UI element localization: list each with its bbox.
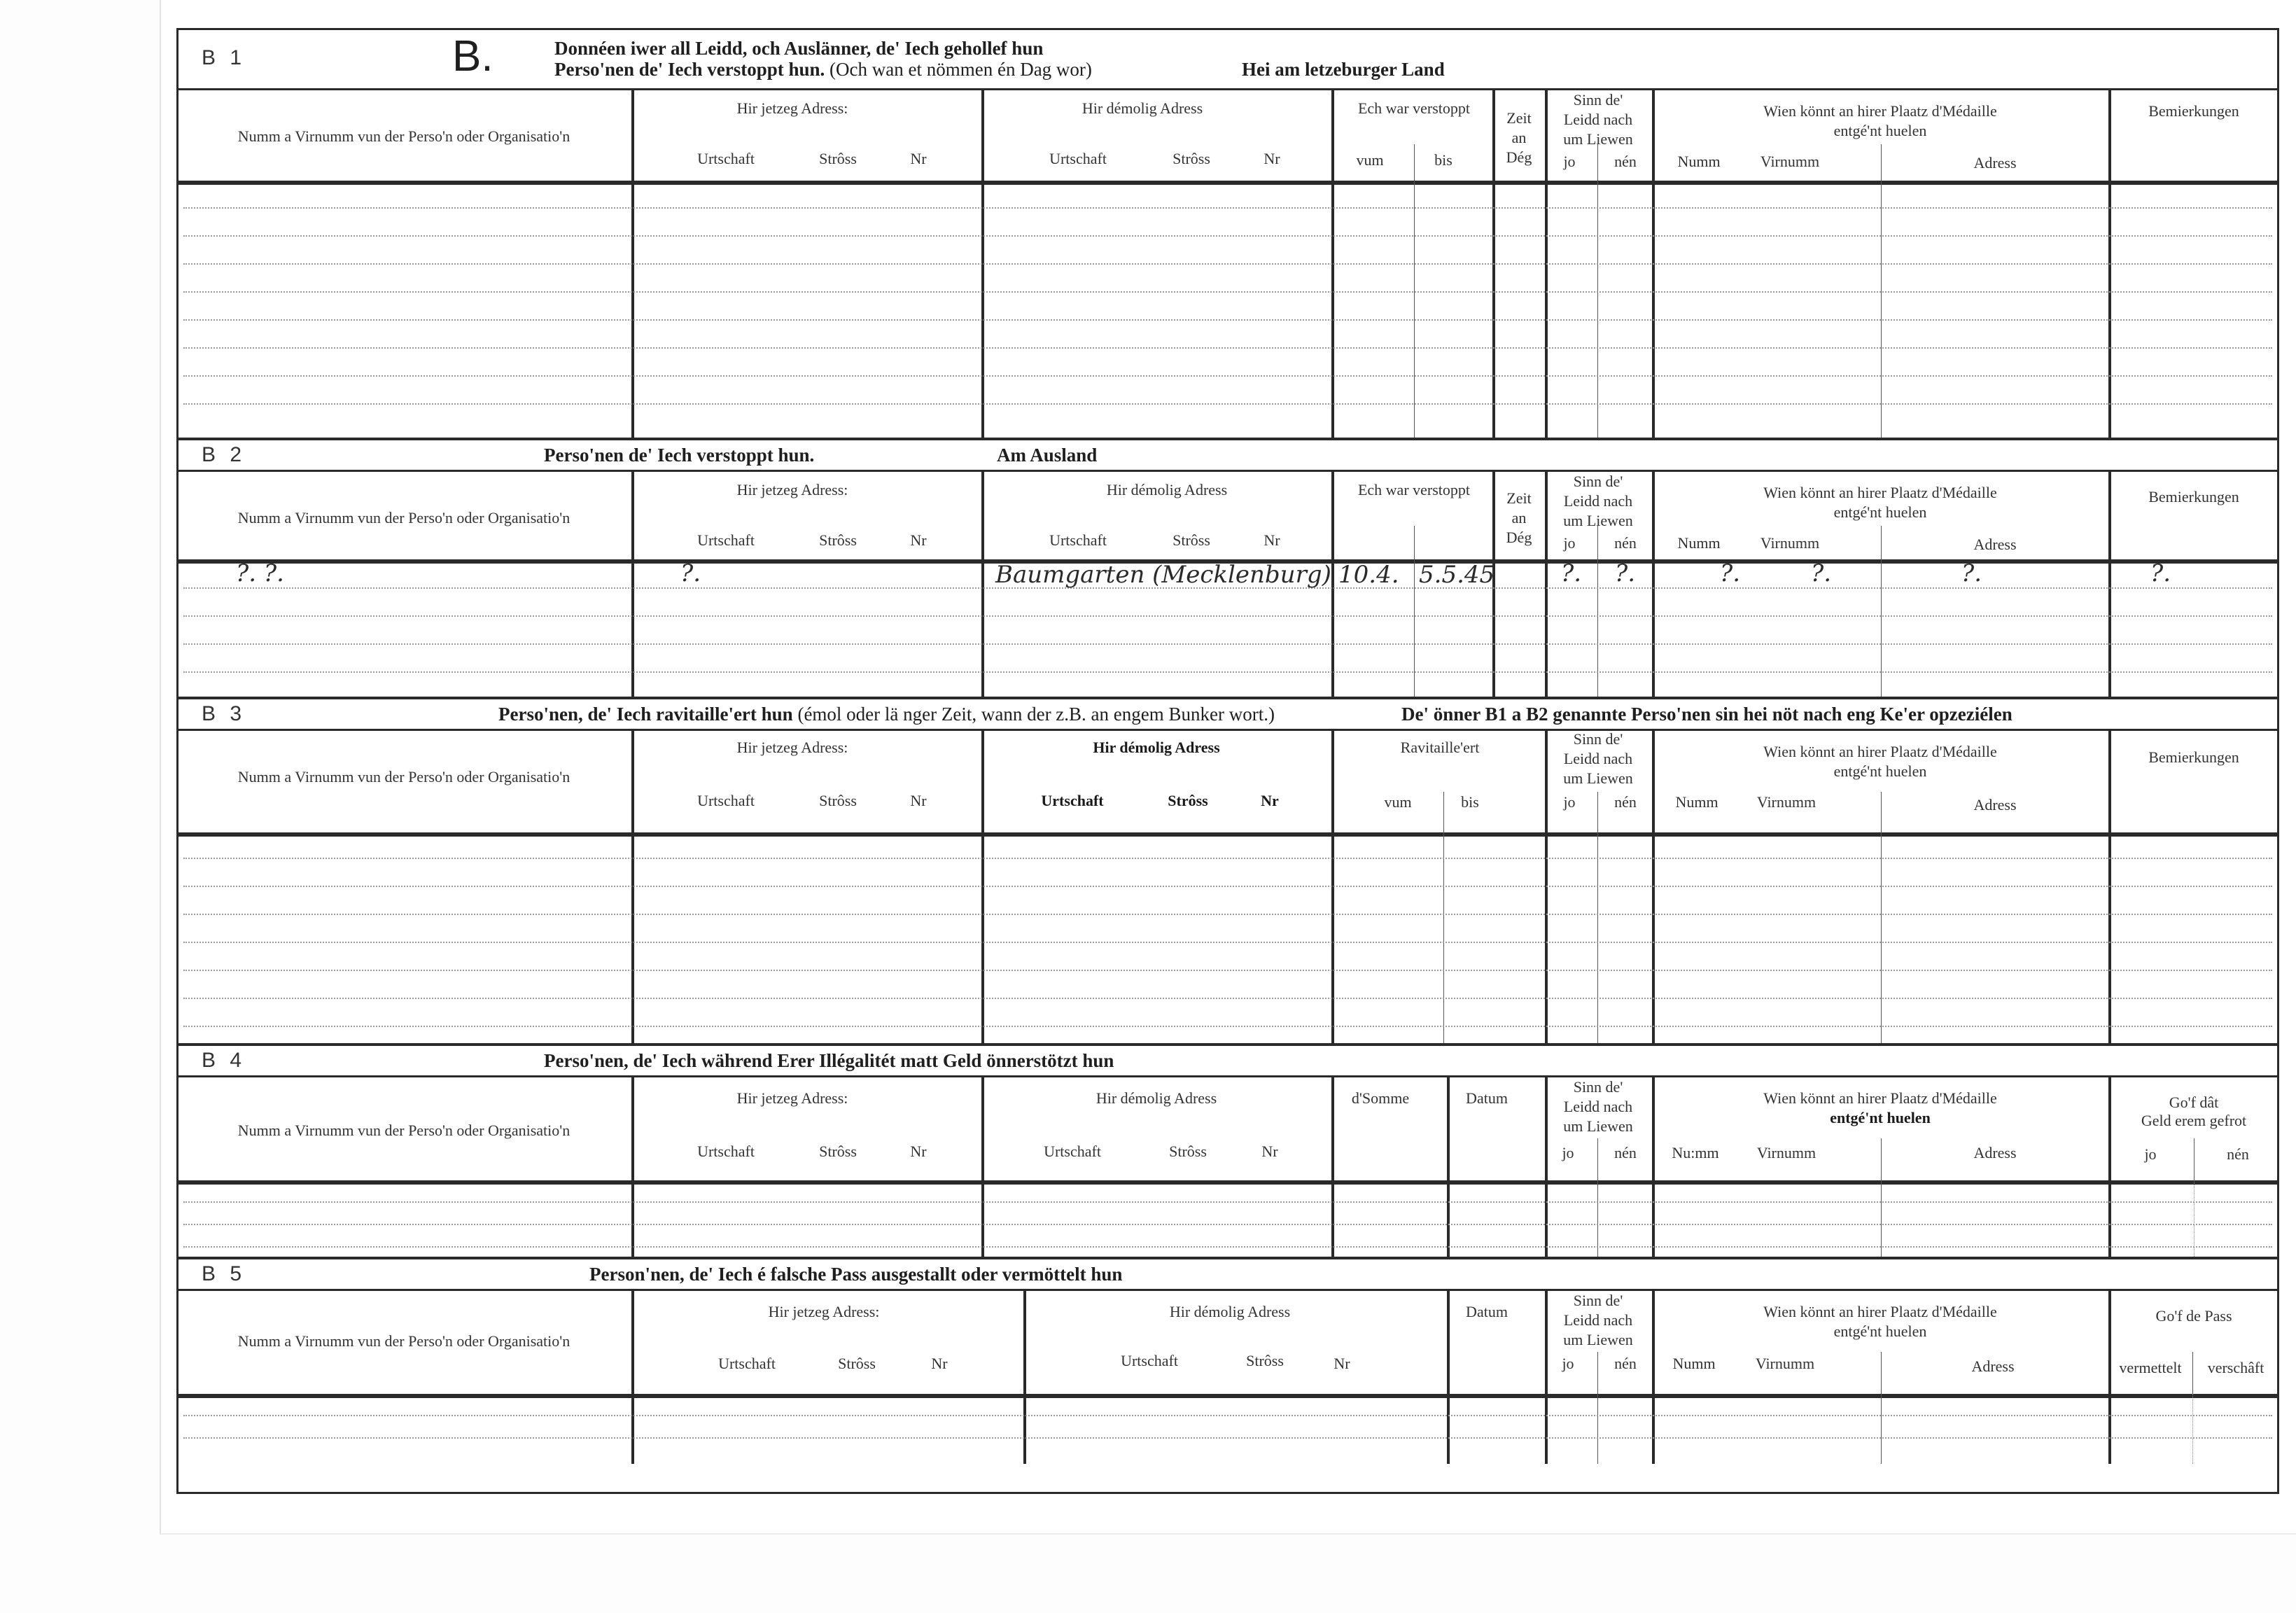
stross-header: Strôss bbox=[819, 531, 857, 549]
section-b5-header bbox=[176, 1259, 2279, 1291]
sub-divider bbox=[1881, 792, 1882, 832]
medal-firstname-header: Virnumm bbox=[1756, 793, 1816, 811]
section-b4-header bbox=[176, 1046, 2279, 1077]
yes-header: jo bbox=[2144, 1145, 2157, 1163]
entry-line bbox=[183, 942, 2272, 943]
days-header-1: Zeit bbox=[1506, 109, 1532, 127]
col-divider bbox=[631, 181, 634, 438]
col-divider bbox=[2108, 729, 2111, 832]
days-header-3: Dég bbox=[1506, 148, 1532, 166]
col-divider bbox=[981, 559, 984, 699]
no-header: nén bbox=[1614, 153, 1637, 170]
entry-line bbox=[183, 643, 2272, 645]
col-divider bbox=[1331, 1075, 1334, 1180]
urtschaft-header: Urtschaft bbox=[697, 792, 755, 809]
stross-header: Strôss bbox=[838, 1355, 876, 1372]
days-header-2: an bbox=[1511, 129, 1527, 146]
alive-header-1: Sinn de' bbox=[1573, 1292, 1623, 1309]
yes-header: jo bbox=[1563, 793, 1576, 811]
col-divider bbox=[2108, 1289, 2111, 1394]
intro-line-1: Donnéen iwer all Leidd, och Auslänner, de' Iech gehollef hun bbox=[554, 38, 1044, 59]
col-divider bbox=[981, 832, 984, 1046]
medal-header-1: Wien könnt an hirer Plaatz d'Médaille bbox=[1763, 1303, 1997, 1320]
nr-header: Nr bbox=[1261, 792, 1279, 809]
section-b2-header bbox=[176, 440, 2279, 472]
col-divider bbox=[1447, 1180, 1450, 1259]
days-header-2: an bbox=[1511, 509, 1527, 526]
money-back-header-1: Go'f dât bbox=[2169, 1094, 2219, 1111]
urtschaft-header: Urtschaft bbox=[1041, 792, 1104, 809]
entry-line bbox=[183, 1246, 2272, 1248]
entry-line bbox=[183, 1437, 2272, 1439]
col-divider bbox=[1545, 181, 1548, 438]
alive-header-2: Leidd nach bbox=[1563, 492, 1633, 510]
nr-header: Nr bbox=[1334, 1355, 1350, 1372]
medal-address-header: Adress bbox=[1973, 1144, 2017, 1161]
col-divider bbox=[631, 1075, 634, 1180]
sub-divider bbox=[1881, 144, 1882, 181]
hidden-header: Ech war verstoppt bbox=[1357, 99, 1471, 117]
current-address-header: Hir jetzeg Adress: bbox=[736, 739, 848, 756]
col-divider bbox=[1545, 1180, 1548, 1259]
urtschaft-header: Urtschaft bbox=[1049, 150, 1107, 167]
section-b4 bbox=[176, 1043, 2279, 1259]
sub-divider bbox=[1443, 832, 1444, 1046]
sub-divider bbox=[1443, 792, 1444, 832]
col-divider bbox=[1492, 181, 1495, 438]
medal-firstname-header: Virnumm bbox=[1755, 1355, 1815, 1372]
medal-header-1: Wien könnt an hirer Plaatz d'Médaille bbox=[1763, 743, 1997, 760]
handwritten-hidden-from: 10.4. bbox=[1338, 561, 1399, 589]
section-b3-header bbox=[176, 699, 2279, 731]
sub-divider bbox=[1881, 832, 1882, 1046]
medal-firstname-header: Virnumm bbox=[1760, 153, 1820, 170]
handwritten-name-marks: ?. ?. bbox=[236, 559, 284, 587]
entry-line bbox=[183, 291, 2272, 293]
stross-header: Strôss bbox=[819, 792, 857, 809]
sub-divider bbox=[2192, 1394, 2193, 1464]
current-address-header: Hir jetzeg Adress: bbox=[736, 99, 848, 117]
medal-name-header: Numm bbox=[1677, 534, 1721, 552]
col-divider bbox=[1652, 1180, 1655, 1259]
stross-header: Strôss bbox=[1172, 150, 1210, 167]
col-divider bbox=[981, 729, 984, 832]
col-divider bbox=[631, 470, 634, 559]
col-divider bbox=[631, 729, 634, 832]
ravit-header: Ravitaille'ert bbox=[1400, 739, 1480, 756]
yes-header: jo bbox=[1562, 1355, 1574, 1372]
form-letter: B. bbox=[452, 32, 493, 81]
section-title-2: Am Ausland bbox=[997, 445, 1098, 466]
entry-line bbox=[183, 858, 2272, 859]
col-divider bbox=[1545, 88, 1548, 181]
urtschaft-header: Urtschaft bbox=[1049, 531, 1107, 549]
to-header: bis bbox=[1461, 793, 1479, 811]
entry-line bbox=[183, 914, 2272, 915]
medal-name-header: Numm bbox=[1677, 153, 1721, 170]
section-b5-entry-rows bbox=[176, 1394, 2279, 1464]
section-b3-column-headers bbox=[176, 729, 2279, 837]
handwritten-medal-address: ?. bbox=[1961, 559, 1982, 587]
alive-header-1: Sinn de' bbox=[1573, 91, 1623, 109]
col-divider bbox=[2108, 1394, 2111, 1464]
questionnaire-form bbox=[176, 28, 2283, 1498]
entry-line bbox=[183, 671, 2272, 673]
col-divider bbox=[1545, 1394, 1548, 1464]
entry-line bbox=[183, 375, 2272, 377]
name-column-header: Numm a Virnumm vun der Perso'n oder Organisatio'n bbox=[237, 1122, 570, 1139]
section-b4-entry-rows bbox=[176, 1180, 2279, 1259]
handwritten-medal-firstname: ?. bbox=[1811, 559, 1832, 587]
urtschaft-header: Urtschaft bbox=[1121, 1352, 1178, 1369]
section-b2-column-headers bbox=[176, 470, 2279, 564]
alive-header-3: um Liewen bbox=[1563, 769, 1633, 787]
section-title: Perso'nen de' Iech verstoppt hun. bbox=[544, 445, 815, 466]
section-id: B 1 bbox=[202, 46, 246, 69]
stross-header: Strôss bbox=[819, 150, 857, 167]
no-header: nén bbox=[1614, 534, 1637, 552]
col-divider bbox=[1652, 1075, 1655, 1180]
handwritten-alive-yes: ?. bbox=[1561, 559, 1582, 587]
nr-header: Nr bbox=[931, 1355, 948, 1372]
nr-header: Nr bbox=[1264, 150, 1280, 167]
col-divider bbox=[1545, 1075, 1548, 1180]
sum-header: d'Somme bbox=[1351, 1089, 1410, 1107]
section-id: B 2 bbox=[202, 443, 246, 466]
sub-divider bbox=[1414, 181, 1415, 438]
section-b5 bbox=[176, 1257, 2279, 1497]
alive-header-1: Sinn de' bbox=[1573, 473, 1623, 490]
alive-header-2: Leidd nach bbox=[1563, 111, 1633, 128]
col-divider bbox=[981, 1180, 984, 1259]
col-divider bbox=[1331, 88, 1334, 181]
from-header: vum bbox=[1384, 793, 1412, 811]
section-id: B 3 bbox=[202, 702, 246, 725]
col-divider bbox=[981, 181, 984, 438]
stross-header: Strôss bbox=[1169, 1143, 1207, 1160]
alive-header-1: Sinn de' bbox=[1573, 730, 1623, 748]
medal-header-2: entgé'nt huelen bbox=[1833, 122, 1927, 139]
urtschaft-header: Urtschaft bbox=[697, 531, 755, 549]
section-title: Perso'nen, de' Iech ravitaille'ert hun (émol oder lä nger Zeit, wann der z.B. an engem Bunker wort.) bbox=[498, 704, 1275, 725]
former-address-header: Hir démolig Adress bbox=[1093, 739, 1220, 756]
col-divider bbox=[631, 88, 634, 181]
col-divider bbox=[1447, 1289, 1450, 1394]
remarks-header: Bemierkungen bbox=[2148, 488, 2239, 505]
remarks-header: Bemierkungen bbox=[2148, 748, 2239, 766]
medal-header-2: entgé'nt huelen bbox=[1830, 1109, 1931, 1126]
nr-header: Nr bbox=[910, 150, 927, 167]
urtschaft-header: Urtschaft bbox=[697, 150, 755, 167]
nr-header: Nr bbox=[1264, 531, 1280, 549]
stross-header: Strôss bbox=[1168, 792, 1208, 809]
section-b2-entry-rows bbox=[176, 559, 2279, 699]
entry-line bbox=[183, 347, 2272, 349]
handwritten-medal-name: ?. bbox=[1720, 559, 1741, 587]
sub-divider bbox=[1414, 144, 1415, 181]
date-header: Datum bbox=[1466, 1303, 1508, 1320]
alive-header-3: um Liewen bbox=[1563, 1331, 1633, 1348]
sub-divider bbox=[1881, 1180, 1882, 1259]
section-title: Perso'nen, de' Iech während Erer Illégalitét matt Geld önnerstötzt hun bbox=[544, 1050, 1114, 1071]
col-divider bbox=[1492, 88, 1495, 181]
sub-divider bbox=[1881, 1352, 1882, 1394]
name-column-header: Numm a Virnumm vun der Perso'n oder Organisatio'n bbox=[237, 509, 570, 526]
entry-line bbox=[183, 235, 2272, 237]
former-address-header: Hir démolig Adress bbox=[1082, 99, 1203, 117]
alive-header-1: Sinn de' bbox=[1573, 1078, 1623, 1096]
entry-line bbox=[183, 403, 2272, 405]
col-divider bbox=[1652, 559, 1655, 699]
alive-header-2: Leidd nach bbox=[1563, 1311, 1633, 1329]
col-divider bbox=[1331, 832, 1334, 1046]
col-divider bbox=[1652, 470, 1655, 559]
section-b4-column-headers bbox=[176, 1075, 2279, 1185]
col-divider bbox=[1023, 1394, 1026, 1464]
medal-header-2: entgé'nt huelen bbox=[1833, 503, 1927, 521]
current-address-header: Hir jetzeg Adress: bbox=[768, 1303, 880, 1320]
sub-divider bbox=[1414, 526, 1415, 559]
col-divider bbox=[981, 88, 984, 181]
current-address-header: Hir jetzeg Adress: bbox=[736, 1089, 848, 1107]
yes-header: jo bbox=[1563, 153, 1576, 170]
remarks-header: Bemierkungen bbox=[2148, 102, 2239, 120]
medal-name-header: Numm bbox=[1675, 793, 1718, 811]
col-divider bbox=[1447, 1075, 1450, 1180]
date-header: Datum bbox=[1466, 1089, 1508, 1107]
section-id: B 4 bbox=[202, 1049, 246, 1072]
medal-header-1: Wien könnt an hirer Plaatz d'Médaille bbox=[1763, 1089, 1997, 1107]
hidden-header: Ech war verstoppt bbox=[1357, 481, 1471, 498]
col-divider bbox=[1331, 470, 1334, 559]
entry-line bbox=[183, 319, 2272, 321]
sub-divider bbox=[1597, 1394, 1598, 1464]
col-divider bbox=[1545, 559, 1548, 699]
col-divider bbox=[1652, 181, 1655, 438]
col-divider bbox=[2108, 470, 2111, 559]
col-divider bbox=[631, 1180, 634, 1259]
medal-firstname-header: Virnumm bbox=[1756, 1144, 1816, 1161]
medal-address-header: Adress bbox=[1973, 154, 2017, 172]
section-b1 bbox=[176, 28, 2279, 438]
section-b1-column-headers bbox=[176, 88, 2279, 185]
sub-divider bbox=[1881, 1394, 1882, 1464]
sub-divider bbox=[1597, 1180, 1598, 1259]
urtschaft-header: Urtschaft bbox=[697, 1143, 755, 1160]
medal-firstname-header: Virnumm bbox=[1760, 534, 1820, 552]
col-divider bbox=[2108, 181, 2111, 438]
from-header: vum bbox=[1356, 151, 1384, 169]
col-divider bbox=[1331, 729, 1334, 832]
col-divider bbox=[981, 1075, 984, 1180]
handwritten-alive-no: ?. bbox=[1615, 559, 1636, 587]
name-column-header: Numm a Virnumm vun der Perso'n oder Organisatio'n bbox=[237, 1332, 570, 1350]
entry-line bbox=[183, 1201, 2272, 1203]
nr-header: Nr bbox=[910, 531, 927, 549]
former-address-header: Hir démolig Adress bbox=[1169, 1303, 1291, 1320]
entry-line bbox=[183, 1415, 2272, 1416]
nr-header: Nr bbox=[1261, 1143, 1278, 1160]
intro-line-2: Perso'nen de' Iech verstoppt hun. (Och wan et nömmen én Dag wor) bbox=[554, 59, 1092, 80]
nr-header: Nr bbox=[910, 1143, 927, 1160]
handwritten-current-address: ?. bbox=[680, 559, 701, 587]
urtschaft-header: Urtschaft bbox=[718, 1355, 776, 1372]
section-title: Person'nen, de' Iech é falsche Pass ausgestallt oder vermöttelt hun bbox=[589, 1264, 1123, 1285]
sub-divider bbox=[1881, 181, 1882, 438]
medal-header-1: Wien könnt an hirer Plaatz d'Médaille bbox=[1763, 102, 1997, 120]
medal-header-2: entgé'nt huelen bbox=[1833, 1322, 1927, 1340]
col-divider bbox=[2108, 832, 2111, 1046]
entry-line bbox=[183, 263, 2272, 265]
sub-divider bbox=[1597, 559, 1598, 699]
sub-divider bbox=[1597, 832, 1598, 1046]
former-address-header: Hir démolig Adress bbox=[1096, 1089, 1217, 1107]
current-address-header: Hir jetzeg Adress: bbox=[736, 481, 848, 498]
entry-line bbox=[183, 970, 2272, 971]
sub-divider bbox=[1597, 792, 1598, 832]
alive-header-2: Leidd nach bbox=[1563, 1098, 1633, 1115]
no-header: nén bbox=[2227, 1145, 2249, 1163]
procured-header: verschâft bbox=[2207, 1359, 2264, 1376]
medal-name-header: Numm bbox=[1672, 1355, 1716, 1372]
alive-header-2: Leidd nach bbox=[1563, 750, 1633, 767]
col-divider bbox=[1331, 559, 1334, 699]
to-header: bis bbox=[1434, 151, 1452, 169]
days-header-3: Dég bbox=[1506, 529, 1532, 546]
col-divider bbox=[2108, 1075, 2111, 1180]
section-b3 bbox=[176, 697, 2279, 1046]
section-b1-entry-rows bbox=[176, 181, 2279, 438]
sub-divider bbox=[1414, 559, 1415, 699]
sub-divider bbox=[1881, 1138, 1882, 1180]
section-b2 bbox=[176, 438, 2279, 699]
handwritten-former-address: Baumgarten (Mecklenburg) bbox=[995, 561, 1331, 589]
no-header: nén bbox=[1614, 793, 1637, 811]
col-divider bbox=[631, 1289, 634, 1394]
alive-header-3: um Liewen bbox=[1563, 130, 1633, 148]
mediated-header: vermettelt bbox=[2119, 1359, 2182, 1376]
col-divider bbox=[2108, 88, 2111, 181]
alive-header-3: um Liewen bbox=[1563, 1117, 1633, 1135]
medal-name-header: Nu:mm bbox=[1672, 1144, 1719, 1161]
medal-address-header: Adress bbox=[1971, 1357, 2015, 1375]
col-divider bbox=[1331, 181, 1334, 438]
medal-address-header: Adress bbox=[1973, 796, 2017, 814]
medal-address-header: Adress bbox=[1973, 536, 2017, 553]
stross-header: Strôss bbox=[1172, 531, 1210, 549]
col-divider bbox=[1652, 1394, 1655, 1464]
intro-land: Hei am letzeburger Land bbox=[1242, 59, 1445, 80]
col-divider bbox=[1652, 88, 1655, 181]
section-title-2: De' önner B1 a B2 genannte Perso'nen sin hei nöt nach eng Ke'er opzeziélen bbox=[1401, 704, 2012, 725]
col-divider bbox=[1652, 832, 1655, 1046]
col-divider bbox=[2108, 559, 2111, 699]
nr-header: Nr bbox=[910, 792, 927, 809]
pass-header: Go'f de Pass bbox=[2155, 1307, 2232, 1325]
days-header-1: Zeit bbox=[1506, 489, 1532, 507]
former-address-header: Hir démolig Adress bbox=[1106, 481, 1228, 498]
entry-line bbox=[183, 1026, 2272, 1027]
entry-line bbox=[183, 615, 2272, 617]
col-divider bbox=[1545, 1289, 1548, 1394]
entry-line bbox=[183, 1224, 2272, 1225]
sub-divider bbox=[1597, 1352, 1598, 1394]
entry-line bbox=[183, 207, 2272, 209]
alive-header-3: um Liewen bbox=[1563, 512, 1633, 529]
section-b3-entry-rows bbox=[176, 832, 2279, 1046]
col-divider bbox=[1447, 1394, 1450, 1464]
col-divider bbox=[1545, 832, 1548, 1046]
handwritten-hidden-to: 5.5.45 bbox=[1419, 561, 1495, 589]
money-back-header-2: Geld erem gefrot bbox=[2141, 1112, 2247, 1129]
col-divider bbox=[1331, 1180, 1334, 1259]
col-divider bbox=[631, 1394, 634, 1464]
entry-line bbox=[183, 998, 2272, 999]
col-divider bbox=[1652, 1289, 1655, 1394]
sub-divider bbox=[1881, 526, 1882, 559]
no-header: nén bbox=[1614, 1355, 1637, 1372]
urtschaft-header: Urtschaft bbox=[1044, 1143, 1101, 1160]
col-divider bbox=[631, 832, 634, 1046]
name-column-header: Numm a Virnumm vun der Perso'n oder Organisatio'n bbox=[237, 768, 570, 785]
col-divider bbox=[1545, 729, 1548, 832]
col-divider bbox=[2108, 1180, 2111, 1259]
col-divider bbox=[1545, 470, 1548, 559]
sub-divider bbox=[2192, 1352, 2193, 1394]
section-b5-column-headers bbox=[176, 1289, 2279, 1398]
sub-divider bbox=[1597, 1138, 1598, 1180]
entry-line bbox=[183, 886, 2272, 887]
yes-header: jo bbox=[1562, 1144, 1574, 1161]
medal-header-2: entgé'nt huelen bbox=[1833, 762, 1927, 780]
col-divider bbox=[1023, 1289, 1026, 1394]
sub-divider bbox=[1597, 144, 1598, 181]
col-divider bbox=[631, 559, 634, 699]
col-divider bbox=[1652, 729, 1655, 832]
sub-divider bbox=[1881, 559, 1882, 699]
col-divider bbox=[981, 470, 984, 559]
name-column-header: Numm a Virnumm vun der Perso'n oder Organisatio'n bbox=[237, 127, 570, 145]
stross-header: Strôss bbox=[1246, 1352, 1284, 1369]
medal-header-1: Wien könnt an hirer Plaatz d'Médaille bbox=[1763, 484, 1997, 501]
sub-divider bbox=[1597, 526, 1598, 559]
no-header: nén bbox=[1614, 1144, 1637, 1161]
section-id: B 5 bbox=[202, 1262, 246, 1285]
yes-header: jo bbox=[1563, 534, 1576, 552]
sub-divider bbox=[1597, 181, 1598, 438]
stross-header: Strôss bbox=[819, 1143, 857, 1160]
col-divider bbox=[1492, 470, 1495, 559]
handwritten-remarks: ?. bbox=[2150, 559, 2171, 587]
section-b1-header bbox=[176, 28, 2279, 90]
